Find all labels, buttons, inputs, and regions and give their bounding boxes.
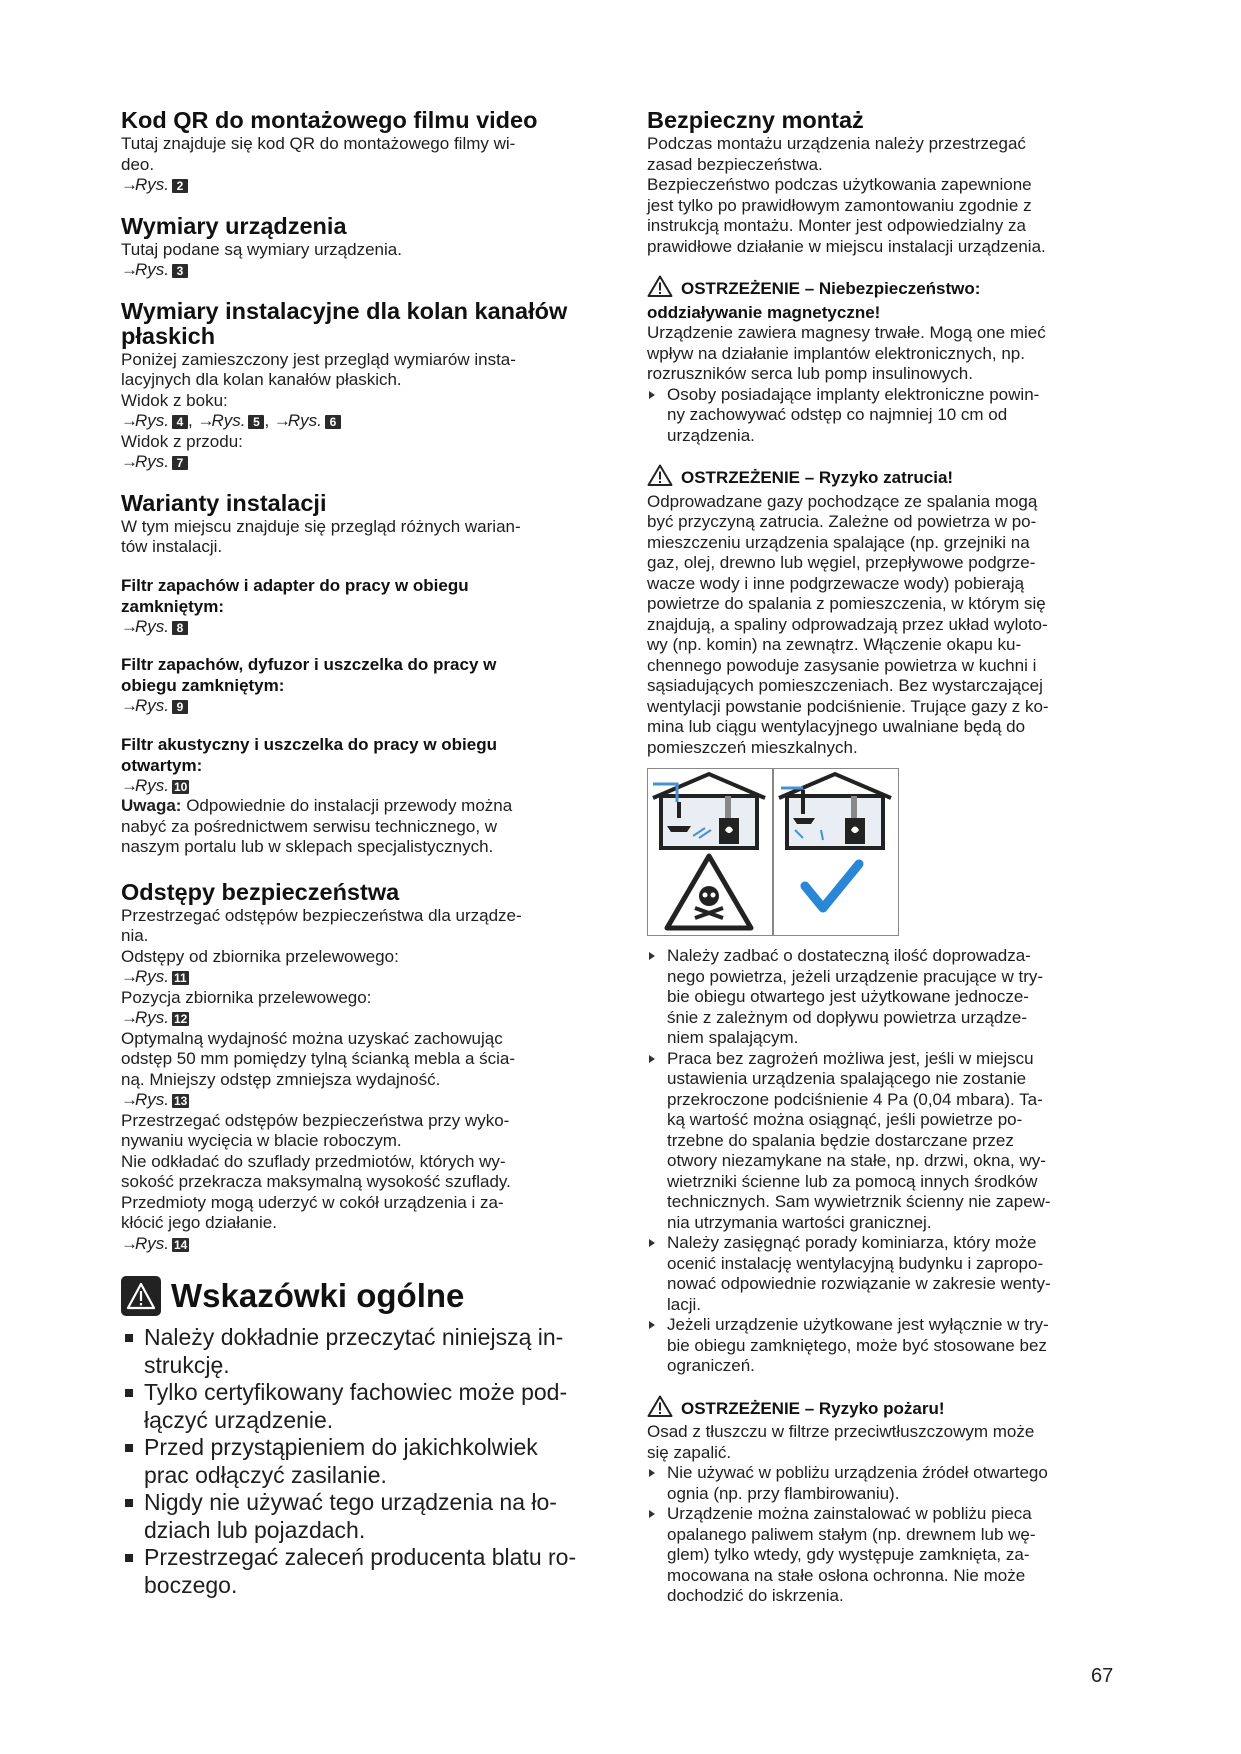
- warning-poisoning: OSTRZEŻENIE – Ryzyko zatrucia! Odprowadzane gazy pochodzące ze spalania mogą być przyczyną zatrucia. Zależne od powietrza w po- mieszczeniu urządzenia spalające (np. grzejniki na gaz, olej, drewno lub węgiel, przepływowe podgrze- wacze wody i inne podgrzewacze wody) pobierają powietrze do spalania z pomieszczenia, w którym się znajdują, a spaliny odprowadzają przez układ wyloto- wy (np. komin) na zewnątrz. Włączenie okapu ku- chennego powoduje zasysanie powietrza w kuchni i sąsiadujących pomieszczeniach. Bez wystarczającej wentylacji powstanie podciśnienie. Trujące gazy z ko- mina lub ciągu wentylacyjnego uwalniane będą do pomieszczeń mieszkalnych. Należy zadbać o dostateczną ilość doprowadza- nego powietrza, jeżeli urządzenie pracujące w try- bie obiegu otwartego jest użytkowane jednocze- śnie z zależnym od dopływu powietrza urządze- niem spalającym. Praca bez zagrożeń możliwa jest, jeśli w miejscu ustawienia urządzenia spalającego nie zostanie przekroczone podciśnienie 4 Pa (0,04 mbara). Ta- ką wartość można osiągnąć, jeśli powietrze po- trzebne do spalania będzie dostarczane przez otwory niezamykane na stałe, np. drzwi, okna, wy- wietrzniki ścienne lub za pomocą innych środków technicznych. Sam wywietrznik ścienny nie zapew- nia utrzymania wartości granicznej. Należy zasięgnąć porady kominiarza, który może ocenić instalację wentylacyjną budynku i zapropo- nować odpowiednie rozwiązanie w zakresie wenty- lacji. Jeżeli urządzenie użytkowane jest wyłącznie w try- bie obiegu zamkniętego, może być stosowane bez ograniczeń.: [647, 464, 1129, 1377]
- list-item: Należy zasięgnąć porady kominiarza, który może ocenić instalację wentylacyjną budynku i zapropo- nować odpowiednie rozwiązanie w zakresie wenty- lacji.: [647, 1233, 1129, 1315]
- list-item: Należy dokładnie przeczytać niniejszą in- strukcję.: [121, 1324, 601, 1379]
- safe-mount-text: Podczas montażu urządzenia należy przestrzegać zasad bezpieczeństwa. Bezpieczeństwo podczas użytkowania zapewnione jest tylko po prawidłowym zamontowaniu zgodnie z instrukcją montażu. Monter jest odpowiedzialny za prawidłowe działanie w miejscu instalacji urządzenia.: [647, 134, 1046, 256]
- triangle-bullet-icon: [649, 391, 655, 399]
- warning-heading: OSTRZEŻENIE – Ryzyko zatrucia!: [647, 464, 1129, 492]
- safe-mount-title: Bezpieczny montaż: [647, 107, 864, 133]
- triangle-bullet-icon: [649, 1055, 655, 1063]
- arrow-right-icon: →: [197, 411, 215, 430]
- list-item: Jeżeli urządzenie użytkowane jest wyłącznie w try- bie obiegu zamkniętego, może być stosowane bez ograniczeń.: [647, 1315, 1129, 1377]
- variants-section: [121, 491, 601, 858]
- figure-ref: →Rys. 7: [121, 452, 601, 473]
- square-bullet-icon: [125, 1499, 133, 1507]
- triangle-bullet-icon: [649, 952, 655, 960]
- front-view-label: Widok z przodu:: [121, 431, 243, 451]
- figure-ref: →Rys. 4 , →Rys. 5 , →Rys. 6: [121, 411, 601, 432]
- variants-text: W tym miejscu znajduje się przegląd różnych warian- tów instalacji.: [121, 516, 521, 556]
- right-column: [647, 108, 1129, 1607]
- arrow-right-icon: →: [121, 1008, 138, 1027]
- triangle-bullet-icon: [649, 1239, 655, 1247]
- variants-title: Warianty instalacji: [121, 489, 327, 516]
- general-notes-list: [121, 1324, 601, 1599]
- variant-title: Filtr akustyczny i uszczelka do pracy w obiegu otwartym:: [121, 734, 498, 775]
- figure-number-badge: 13: [174, 1094, 188, 1108]
- figure-number-badge: 5: [248, 415, 264, 429]
- qr-title: Kod QR do montażowego filmu video: [121, 107, 538, 133]
- safety-distances-title: Odstępy bezpieczeństwa: [121, 878, 400, 905]
- figure-number-badge: 10: [174, 779, 188, 794]
- figure-number-badge: 2: [172, 179, 188, 193]
- arrow-right-icon: →: [121, 616, 138, 636]
- list-item: Nigdy nie używać tego urządzenia na ło- dziach lub pojazdach.: [121, 1489, 601, 1544]
- install-dimensions-text: Poniżej zamieszczony jest przegląd wymiarów insta- lacyjnych dla kolan kanałów płaskich. Widok z boku:: [121, 349, 516, 410]
- safe-mount-section: [647, 108, 1129, 257]
- triangle-bullet-icon: [649, 1510, 655, 1518]
- dimensions-text: Tutaj podane są wymiary urządzenia.: [121, 239, 402, 259]
- square-bullet-icon: [125, 1334, 133, 1342]
- list-item: Osoby posiadające implanty elektroniczne powin- ny zachowywać odstęp co najmniej 10 cm od urządzenia.: [647, 385, 1129, 447]
- install-dimensions-title: Wymiary instalacyjne dla kolan kanałów płaskich: [121, 297, 568, 349]
- variant-item: [121, 575, 601, 638]
- arrow-right-icon: →: [121, 411, 138, 430]
- dimensions-title: Wymiary urządzenia: [121, 212, 347, 239]
- warning-heading: OSTRZEŻENIE – Niebezpieczeństwo: oddziaływanie magnetyczne!: [647, 275, 1129, 323]
- figure-number-badge: 9: [172, 700, 188, 714]
- figure-number-badge: 8: [172, 621, 188, 635]
- figure-ref: →Rys. 8: [121, 617, 601, 638]
- page-number: 67: [1091, 1665, 1114, 1687]
- variant-title: Filtr zapachów, dyfuzor i uszczelka do pracy w obiegu zamkniętym:: [121, 655, 497, 695]
- safety-distances-section: Odstępy bezpieczeństwa Przestrzegać odstępów bezpieczeństwa dla urządze- nia. Odstępy od zbiornika przelewowego: →Rys. 11 Pozycja zbiornika przelewowego: →Rys. 12 Optymalną wydajność można uzyskać zachowując odstęp 50 mm pomiędzy tylną ścianką mebla a ścia- ną. Mniejszy odstęp zmniejsza wydajność. →Rys. 13 Przestrzegać odstępów bezpieczeństwa przy wyko- nywaniu wycięcia w blacie roboczym. Nie odkładać do szuflady przedmiotów, których wy- sokość przekracza maksymalną wysokość szuflady. Przedmioty mogą uderzyć w cokół urządzenia i za- kłócić jego działanie. →Rys. 14: [121, 880, 601, 1255]
- figure-ref: →Rys. 11: [121, 967, 187, 986]
- arrow-right-icon: →: [121, 696, 138, 715]
- list-item: Nie używać w pobliżu urządzenia źródeł otwartego ognia (np. przy flambirowaniu).: [647, 1463, 1129, 1504]
- install-dimensions-section: [121, 299, 601, 473]
- arrow-right-icon: →: [121, 1090, 138, 1109]
- warning-magnetic: OSTRZEŻENIE – Niebezpieczeństwo: oddziaływanie magnetyczne! Urządzenie zawiera magnesy trwałe. Mogą one mieć wpływ na działanie implantów elektronicznych, np. rozruszników serca lub pomp insulinowych. Osoby posiadające implanty elektroniczne powin- ny zachowywać odstęp co najmniej 10 cm od urządzenia.: [647, 275, 1129, 446]
- figure-ref: →Rys. 13: [121, 1090, 188, 1109]
- square-bullet-icon: [125, 1389, 133, 1397]
- qr-text: deo.: [121, 154, 155, 174]
- dimensions-section: [121, 214, 601, 281]
- figure-ref: →Rys. 9: [121, 696, 601, 717]
- list-item: Przestrzegać zaleceń producenta blatu ro- boczego.: [121, 1544, 601, 1599]
- warning-triangle-icon: [647, 464, 673, 492]
- list-item: Tylko certyfikowany fachowiec może pod- łączyć urządzenie.: [121, 1379, 601, 1434]
- note-text: Uwaga: Odpowiednie do instalacji przewody można nabyć za pośrednictwem serwisu technicznego, w naszym portalu lub w sklepach specjalistycznych.: [121, 796, 513, 856]
- figure-number-badge: 14: [174, 1237, 188, 1252]
- arrow-right-icon: →: [121, 775, 138, 795]
- list-item: Przed przystąpieniem do jakichkolwiek prac odłączyć zasilanie.: [121, 1434, 601, 1489]
- triangle-bullet-icon: [649, 1469, 655, 1477]
- qr-section: [121, 108, 601, 196]
- general-notes-title: Wskazówki ogólne: [171, 1277, 465, 1314]
- figure-number-badge: 6: [325, 415, 341, 429]
- warning-triangle-icon: [121, 1276, 161, 1316]
- arrow-right-icon: →: [273, 411, 291, 430]
- note-label: Uwaga:: [121, 796, 182, 815]
- figure-ref: →Rys. 3: [121, 260, 601, 281]
- figure-ref: →Rys. 14: [121, 1233, 188, 1253]
- variant-item: [121, 734, 601, 797]
- arrow-right-icon: →: [121, 452, 138, 471]
- figure-number-badge: 12: [174, 1012, 188, 1026]
- arrow-right-icon: →: [121, 1233, 138, 1253]
- qr-text: Tutaj znajduje się kod QR do montażowego filmy wi-: [121, 134, 516, 153]
- warning-triangle-icon: [647, 1395, 673, 1423]
- figure-number-badge: 3: [172, 264, 188, 278]
- figure-number-badge: 4: [172, 415, 188, 429]
- variant-title: Filtr zapachów i adapter do pracy w obiegu zamkniętym:: [121, 575, 469, 616]
- variant-item: [121, 654, 601, 717]
- warning-heading: OSTRZEŻENIE – Ryzyko pożaru!: [647, 1395, 1129, 1423]
- arrow-right-icon: →: [121, 260, 138, 279]
- figure-ref: →Rys. 2: [121, 175, 601, 196]
- square-bullet-icon: [125, 1554, 133, 1562]
- figure-ref: →Rys. 10: [121, 775, 188, 795]
- general-notes-section: [121, 1276, 601, 1599]
- list-item: Praca bez zagrożeń możliwa jest, jeśli w miejscu ustawienia urządzenia spalającego nie zostanie przekroczone podciśnienie 4 Pa (0,04 mbara). Ta- ką wartość można osiągnąć, jeśli powietrze po- trzebne do spalania będzie dostarczane przez otwory niezamykane na stałe, np. drzwi, okna, wy- wietrzniki ścienne lub za pomocą innych środków technicznych. Sam wywietrznik ścienny nie zapew- nia utrzymania wartości granicznej.: [647, 1049, 1129, 1234]
- warning-triangle-icon: [647, 275, 673, 303]
- figure-number-badge: 11: [174, 971, 187, 985]
- triangle-bullet-icon: [649, 1321, 655, 1329]
- arrow-right-icon: →: [121, 967, 138, 986]
- list-item: Należy zadbać o dostateczną ilość doprowadza- nego powietrza, jeżeli urządzenie pracujące w try- bie obiegu otwartego jest użytkowane jednocze- śnie z zależnym od dopływu powietrza urządze- niem spalającym.: [647, 946, 1129, 1049]
- left-column: [121, 108, 601, 1599]
- arrow-right-icon: →: [121, 175, 138, 194]
- square-bullet-icon: [125, 1444, 133, 1452]
- list-item: Urządzenie można zainstalować w pobliżu pieca opalanego paliwem stałym (np. drewnem lub wę- glem) tylko wtedy, gdy występuje zamknięta, za- mocowana na stałe osłona ochronna. Nie może dochodzić do iskrzenia.: [647, 1504, 1129, 1607]
- warning-fire: OSTRZEŻENIE – Ryzyko pożaru! Osad z tłuszczu w filtrze przeciwtłuszczowym może się zapalić. Nie używać w pobliżu urządzenia źródeł otwartego ognia (np. przy flambirowaniu). Urządzenie można zainstalować w pobliżu pieca opalanego paliwem stałym (np. drewnem lub wę- glem) tylko wtedy, gdy występuje zamknięta, za- mocowana na stałe osłona ochronna. Nie może dochodzić do iskrzenia.: [647, 1395, 1129, 1607]
- figure-number-badge: 7: [172, 456, 188, 470]
- figure-ref: →Rys. 12: [121, 1008, 188, 1027]
- ventilation-illustration: [647, 768, 899, 936]
